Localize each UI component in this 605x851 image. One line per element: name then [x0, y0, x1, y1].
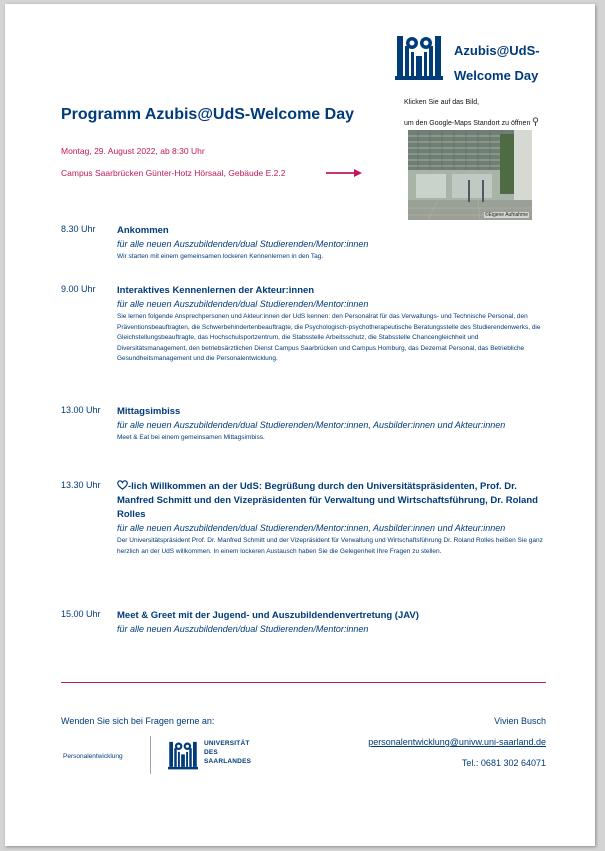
brand-title	[454, 38, 540, 88]
photo-caption-line-1: Klicken Sie auf das Bild,	[404, 99, 480, 106]
schedule-description: Meet & Eat bei einem gemeinsamen Mittagsimbiss.	[117, 434, 265, 441]
contact-name: Vivien Busch	[494, 716, 546, 726]
contact-label: Wenden Sie sich bei Fragen gerne an:	[61, 716, 215, 726]
schedule-title: Mittagsimbiss	[117, 406, 181, 417]
event-date: Montag, 29. August 2022, ab 8:30 Uhr	[61, 146, 205, 156]
footer-divider	[61, 682, 546, 683]
schedule-description: Der Universitätspräsident Prof. Dr. Manfred Schmitt und der Vizepräsident für Verwaltung und Wirtschaftsführung Dr. Roland Rolles heißen Sie ganz herzlich an der UdS willkommen. In einem lockeren Austausch haben Sie die Gelegenheit Ihre Fragen zu stellen.	[117, 537, 543, 555]
campus-photo-link[interactable]	[408, 130, 532, 220]
photo-caption-line-2	[404, 117, 539, 127]
schedule-title: Ankommen	[117, 225, 169, 236]
schedule-audience: für alle neuen Auszubildenden/dual Studierenden/Mentor:innen	[117, 239, 369, 249]
schedule-audience: für alle neuen Auszubildenden/dual Studierenden/Mentor:innen	[117, 299, 369, 309]
university-name-line-1: UNIVERSITÄT	[204, 740, 250, 747]
schedule-time: 8.30 Uhr	[61, 224, 96, 234]
schedule-time: 13.00 Uhr	[61, 405, 101, 415]
schedule-title: Meet & Greet mit der Jugend- und Auszubildendenvertretung (JAV)	[117, 610, 419, 621]
campus-building-photo	[408, 130, 532, 220]
page-title: Programm Azubis@UdS-Welcome Day	[61, 106, 354, 123]
schedule-title: Interaktives Kennenlernen der Akteur:innen	[117, 285, 315, 296]
photo-credit: ©Eigene Aufnahme	[484, 212, 528, 218]
uds-owl-logo-icon	[395, 32, 443, 82]
brand-line-1: Azubis@UdS-	[454, 43, 540, 58]
arrow-right-icon	[326, 168, 362, 178]
schedule-audience: für alle neuen Auszubildenden/dual Studierenden/Mentor:innen, Ausbilder:innen und Akteur:innen	[117, 523, 506, 533]
uds-owl-logo-icon	[168, 739, 198, 771]
schedule-time: 13.30 Uhr	[61, 480, 101, 490]
footer-vertical-divider	[150, 736, 151, 774]
schedule-description: Wir starten mit einem gemeinsamen lockeren Kennenlernen in den Tag.	[117, 253, 324, 260]
event-location: Campus Saarbrücken Günter-Hotz Hörsaal, Gebäude E.2.2	[61, 168, 286, 178]
photo-caption-text: um den Google-Maps Standort zu öffnen	[404, 120, 531, 127]
university-name-line-3: SAARLANDES	[204, 758, 252, 765]
brand-line-2: Welcome Day	[454, 68, 539, 83]
location-pin-icon	[532, 117, 539, 126]
schedule-title-with-heart	[117, 480, 547, 522]
university-name-line-2: DES	[204, 749, 218, 756]
schedule-title: -lich Willkommen an der UdS: Begrüßung durch den Universitätspräsidenten, Prof. Dr. Manfred Schmitt und den Vizepräsidenten für Verwaltung und Wirtschaftsführung, Dr. Roland Rolles	[117, 481, 538, 520]
schedule-time: 9.00 Uhr	[61, 284, 96, 294]
schedule-description: Sie lernen folgende Ansprechpersonen und Akteur:innen der UdS kennen: den Personalrat für das Verwaltungs- und Technische Personal, den Präventionsbeauftragten, die Schwerbehindertenbeauftragte, die Psychologisch-psychotherapeutische Beratungsstelle des Studierendenwerks, die Gleichstellungsbeauftragte, das Hochschulsportzentrum, die Stabsstelle Arbeitsschutz, die Stabsstelle Chancengleichheit und Diversitätsmanagement, den betriebsärztlichen Dienst Campus Saarbrücken und Campus Homburg, das Dezernat Personal, das Betriebliche Gesundheitsmanagement und die Personalentwicklung.	[117, 313, 541, 362]
schedule-audience: für alle neuen Auszubildenden/dual Studierenden/Mentor:innen, Ausbilder:innen und Akteur:innen	[117, 420, 506, 430]
schedule-audience: für alle neuen Auszubildenden/dual Studierenden/Mentor:innen	[117, 624, 369, 634]
schedule-time: 15.00 Uhr	[61, 609, 101, 619]
heart-icon	[117, 480, 128, 490]
document-page	[5, 4, 595, 846]
contact-phone: Tel.: 0681 302 64071	[461, 758, 546, 768]
university-name	[204, 739, 251, 766]
contact-email-link[interactable]: personalentwicklung@univw.uni-saarland.de	[368, 737, 546, 747]
department-name: Personalentwicklung	[63, 753, 123, 760]
